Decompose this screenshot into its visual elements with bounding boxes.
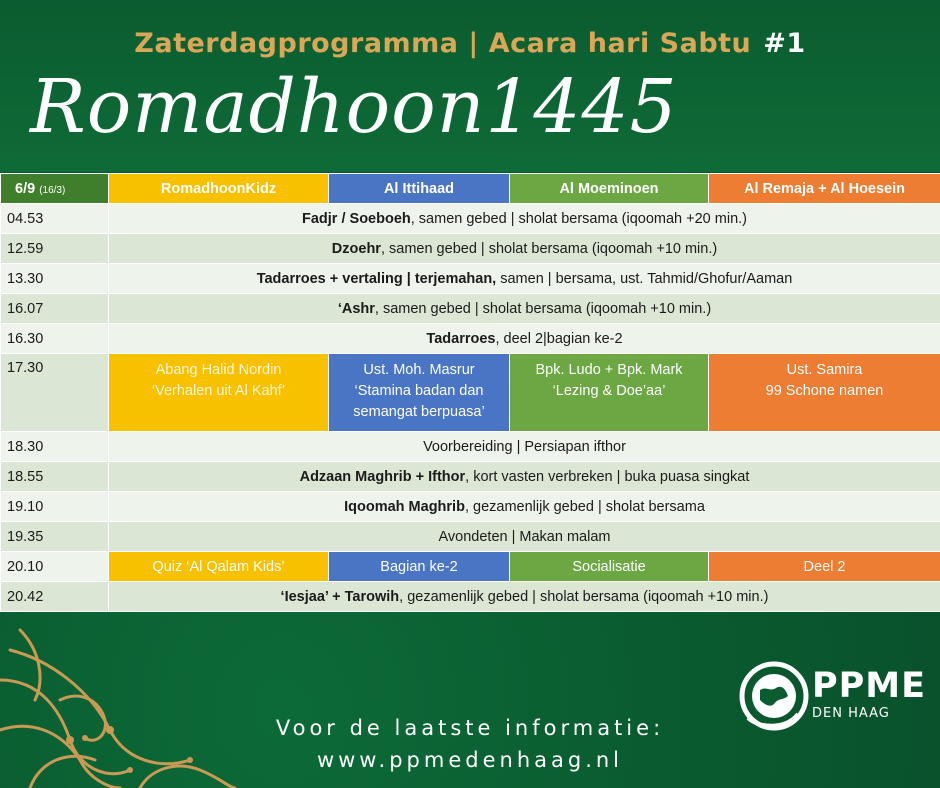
activity-text: , samen gebed | sholat bersama (iqoomah +10 min.) — [374, 300, 712, 317]
activity-bold: Tadarroes — [426, 330, 496, 347]
activity-text: , gezamenlijk gebed | sholat bersama — [464, 498, 705, 515]
logo-name: PPME — [812, 666, 927, 706]
row-time: 12.59 — [1, 234, 109, 264]
schedule-row — [1, 294, 940, 324]
activity-text: Avondeten | Makan malam — [438, 528, 611, 545]
logo-city: DEN HAAG — [812, 706, 890, 721]
globe-crescent-logo-icon — [738, 660, 810, 732]
row-activity — [109, 324, 940, 354]
website-link[interactable]: www.ppmedenhaag.nl — [316, 748, 624, 772]
program-number: #1 — [763, 28, 806, 59]
cell-line: Ust. Moh. Masrur — [363, 362, 475, 378]
date-sub-label: (16/3) — [39, 184, 66, 196]
schedule-row — [1, 234, 940, 264]
row-time: 20.42 — [1, 582, 109, 612]
cell-line: ‘Lezing & Doe’aa’ — [552, 383, 666, 399]
activity-text: , samen gebed | sholat bersama (iqoomah +10 min.) — [380, 240, 718, 257]
row-activity — [109, 462, 940, 492]
row-time: 16.30 — [1, 324, 109, 354]
ittihaad-activity-cell: Bagian ke-2 — [329, 552, 510, 582]
activity-bold: Fadjr / Soeboeh — [301, 210, 411, 227]
schedule-table — [0, 173, 940, 612]
schedule-row — [1, 582, 940, 612]
activity-bold: ‘Ashr — [337, 300, 375, 317]
column-header-moeminoen: Al Moeminoen — [510, 174, 709, 204]
schedule-row — [1, 462, 940, 492]
cell-line: 99 Schone namen — [765, 383, 884, 399]
moeminoen-activity-cell: Socialisatie — [510, 552, 709, 582]
subtitle-text: Zaterdagprogramma | Acara hari Sabtu — [134, 28, 752, 59]
row-activity — [109, 492, 940, 522]
footer-line-info: Voor de laatste informatie: — [275, 716, 665, 740]
ppme-logo — [738, 660, 928, 740]
row-activity — [109, 522, 940, 552]
activity-bold: Adzaan Maghrib + Ifthor — [299, 468, 466, 485]
schedule-header-row — [1, 174, 940, 204]
row-activity — [109, 294, 940, 324]
kidz-activity-cell — [109, 354, 329, 432]
row-activity — [109, 204, 940, 234]
cell-line: Ust. Samira — [786, 362, 863, 378]
schedule-row-split — [1, 354, 940, 432]
activity-text: , kort vasten verbreken | buka puasa singkat — [465, 468, 750, 485]
cell-line: ‘Verhalen uit Al Kahf’ — [151, 383, 286, 399]
column-header-kidz: RomadhoonKidz — [109, 174, 329, 204]
row-time: 19.10 — [1, 492, 109, 522]
row-time: 19.35 — [1, 522, 109, 552]
activity-bold: Iqoomah Maghrib — [344, 498, 465, 515]
cell-line: semangat berpuasa’ — [353, 404, 485, 420]
activity-text: , deel 2|bagian ke-2 — [495, 330, 623, 347]
column-header-remaja: Al Remaja + Al Hoesein — [709, 174, 940, 204]
schedule-row — [1, 432, 940, 462]
moeminoen-activity-cell — [510, 354, 709, 432]
cell-line: Abang Halid Nordin — [155, 362, 282, 378]
schedule-row-split — [1, 552, 940, 582]
date-header — [1, 174, 109, 204]
row-activity — [109, 234, 940, 264]
kidz-activity-cell: Quiz ‘Al Qalam Kids’ — [109, 552, 329, 582]
row-activity — [109, 264, 940, 294]
activity-text: samen | bersama, ust. Tahmid/Ghofur/Aaman — [496, 270, 793, 287]
row-activity — [109, 582, 940, 612]
activity-text: Voorbereiding | Persiapan ifthor — [423, 438, 626, 455]
row-time: 18.30 — [1, 432, 109, 462]
program-subtitle — [0, 28, 940, 59]
row-time: 20.10 — [1, 552, 109, 582]
remaja-activity-cell — [709, 354, 940, 432]
remaja-activity-cell: Deel 2 — [709, 552, 940, 582]
schedule-row — [1, 492, 940, 522]
schedule-row — [1, 264, 940, 294]
date-label: 6/9 — [15, 180, 36, 197]
activity-text: , samen gebed | sholat bersama (iqoomah +20 min.) — [410, 210, 747, 227]
ittihaad-activity-cell — [329, 354, 510, 432]
schedule-row — [1, 522, 940, 552]
row-activity — [109, 432, 940, 462]
activity-bold: ‘Iesjaa’ + Tarowih — [280, 588, 400, 605]
column-header-ittihaad: Al Ittihaad — [329, 174, 510, 204]
schedule-row — [1, 324, 940, 354]
cell-line: Bpk. Ludo + Bpk. Mark — [535, 362, 683, 378]
row-time: 17.30 — [1, 354, 109, 432]
cell-line: ‘Stamina badan dan — [354, 383, 484, 399]
activity-bold: Dzoehr — [331, 240, 381, 257]
row-time: 04.53 — [1, 204, 109, 234]
activity-bold: Tadarroes + vertaling | terjemahan, — [256, 270, 497, 287]
brand-title: Romadhoon1445 — [30, 64, 678, 150]
row-time: 13.30 — [1, 264, 109, 294]
row-time: 18.55 — [1, 462, 109, 492]
row-time: 16.07 — [1, 294, 109, 324]
activity-text: , gezamenlijk gebed | sholat bersama (iqoomah +10 min.) — [399, 588, 769, 605]
schedule-row — [1, 204, 940, 234]
